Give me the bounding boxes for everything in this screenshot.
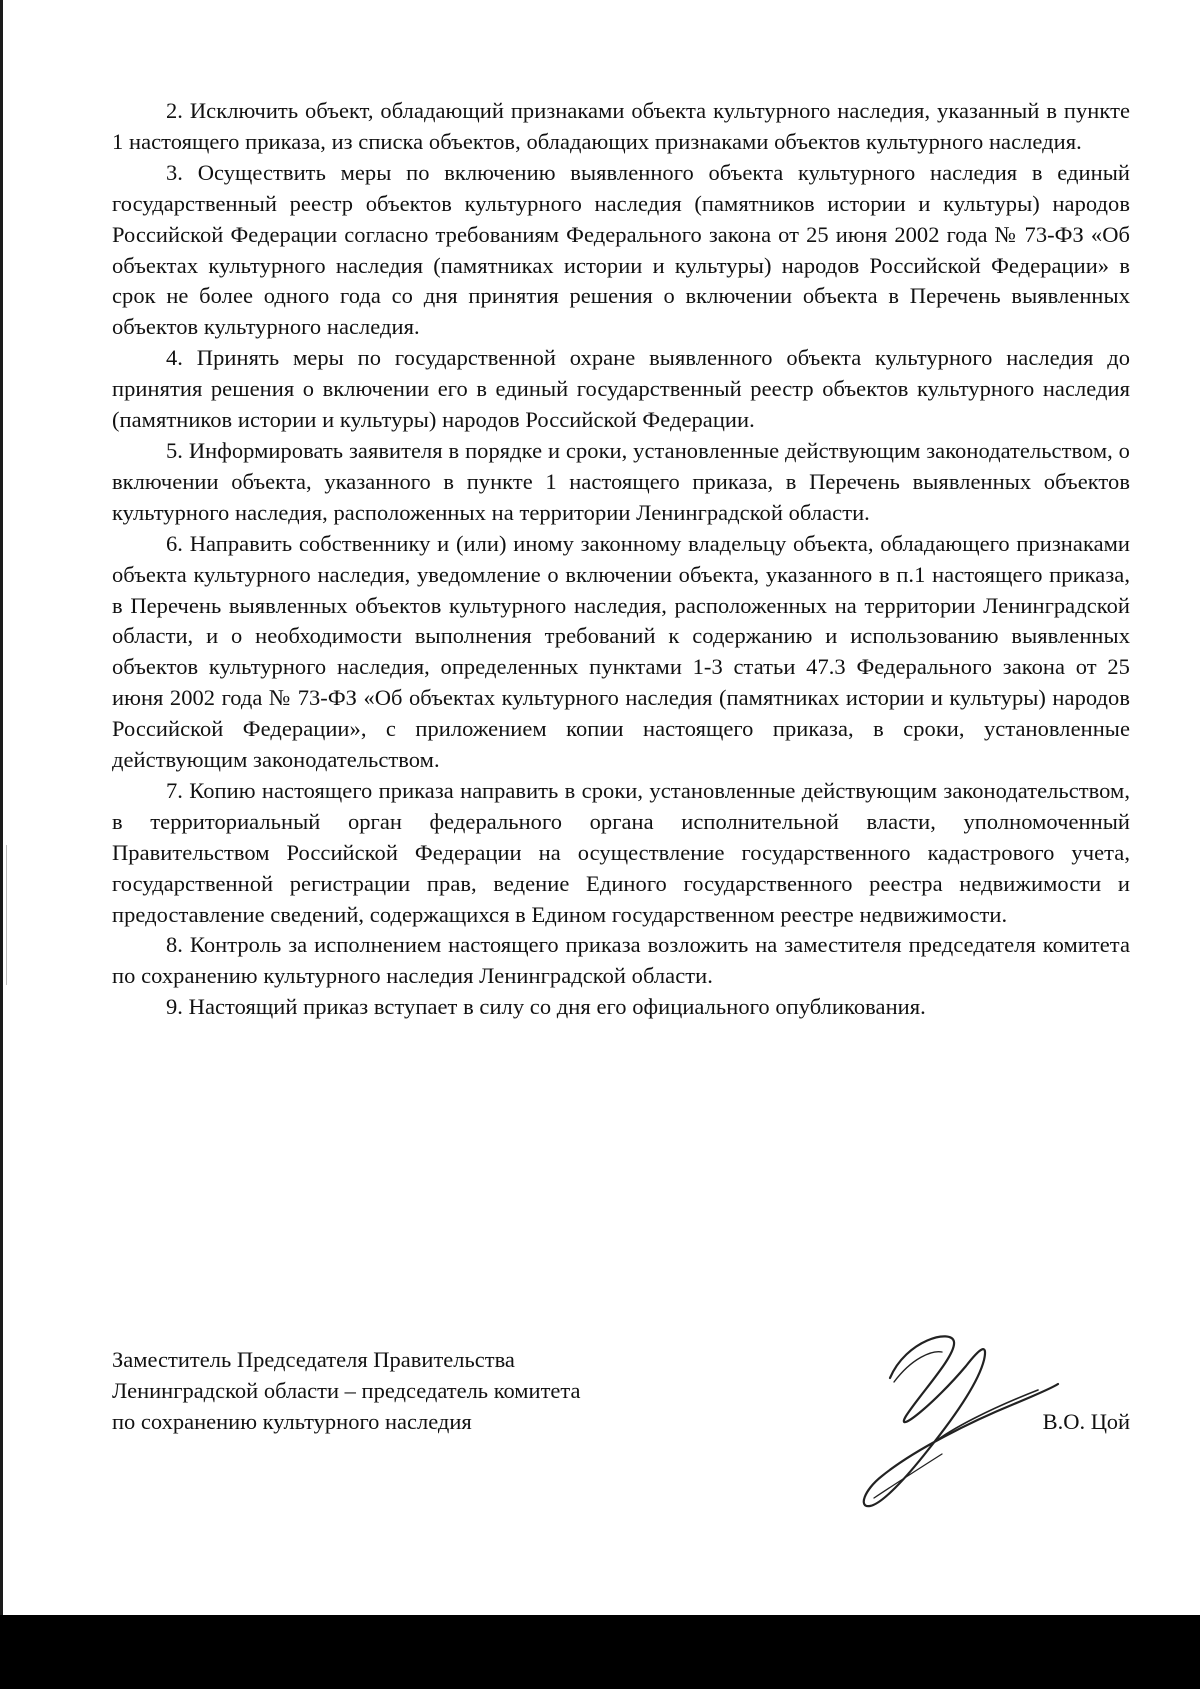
paragraph-8: 8. Контроль за исполнением настоящего приказа возложить на заместителя председателя комитета по сохранению культурного наследия Ленинградской области. [112, 932, 1130, 989]
signer-name: В.О. Цой [1042, 1409, 1130, 1434]
signer-title [112, 1344, 752, 1437]
paragraph-5: 5. Информировать заявителя в порядке и сроки, установленные действующим законодательством, о включении объекта, указанного в пункте 1 настоящего приказа, в Перечень выявленных объектов культурного наследия, расположенных на территории Ленинградской области. [112, 437, 1130, 525]
document-body [112, 96, 1130, 1023]
signer-title-line-2: Ленинградской области – председатель комитета [112, 1378, 581, 1403]
paragraph-7: 7. Копию настоящего приказа направить в сроки, установленные действующим законодательством, в территориальный орган федерального органа исполнительной власти, уполномоченный Правительством Российской Федерации на осуществление государственного кадастрового учета, государственной регистрации прав, ведение Единого государственного реестра недвижимости и предоставление сведений, содержащихся в Едином государственном реестре недвижимости. [112, 777, 1130, 927]
signer-title-line-1: Заместитель Председателя Правительства [112, 1347, 515, 1372]
paragraph-2: 2. Исключить объект, обладающий признаками объекта культурного наследия, указанный в пункте 1 настоящего приказа, из списка объектов, обладающих признаками объектов культурного наследия. [112, 98, 1130, 154]
scan-left-edge [0, 0, 3, 1615]
signature-block [112, 1340, 1130, 1500]
paragraph-3: 3. Осуществить меры по включению выявленного объекта культурного наследия в единый государственный реестр объектов культурного наследия (памятников истории и культуры) народов Российской Федерации согласно требованиям Федерального закона от 25 июня 2002 года № 73-ФЗ «Об объектах культурного наследия (памятниках истории и культуры) народов Российской Федерации» в срок не более одного года со дня принятия решения о включении объекта в Перечень выявленных объектов культурного наследия. [112, 159, 1130, 340]
paragraph-4: 4. Принять меры по государственной охране выявленного объекта культурного наследия до принятия решения о включении его в единый государственный реестр объектов культурного наследия (памятников истории и культуры) народов Российской Федерации. [112, 345, 1130, 433]
scan-artifact-line [6, 845, 7, 985]
paragraph-9: 9. Настоящий приказ вступает в силу со дня его официального опубликования. [166, 994, 926, 1020]
scan-bottom-band [0, 1615, 1200, 1689]
signer-title-line-3: по сохранению культурного наследия [112, 1409, 472, 1434]
paragraph-6: 6. Направить собственнику и (или) иному законному владельцу объекта, обладающего признаками объекта культурного наследия, уведомление о включении объекта, указанного в п.1 настоящего приказа, в Перечень выявленных объектов культурного наследия, расположенных на территории Ленинградской области, и о необходимости выполнения требований к содержанию и использованию выявленных объектов культурного наследия, определенных пунктами 1-3 статьи 47.3 Федерального закона от 25 июня 2002 года № 73-ФЗ «Об объектах культурного наследия (памятниках истории и культуры) народов Российской Федерации», с приложением копии настоящего приказа, в сроки, установленные действующим законодательством. [112, 530, 1130, 773]
